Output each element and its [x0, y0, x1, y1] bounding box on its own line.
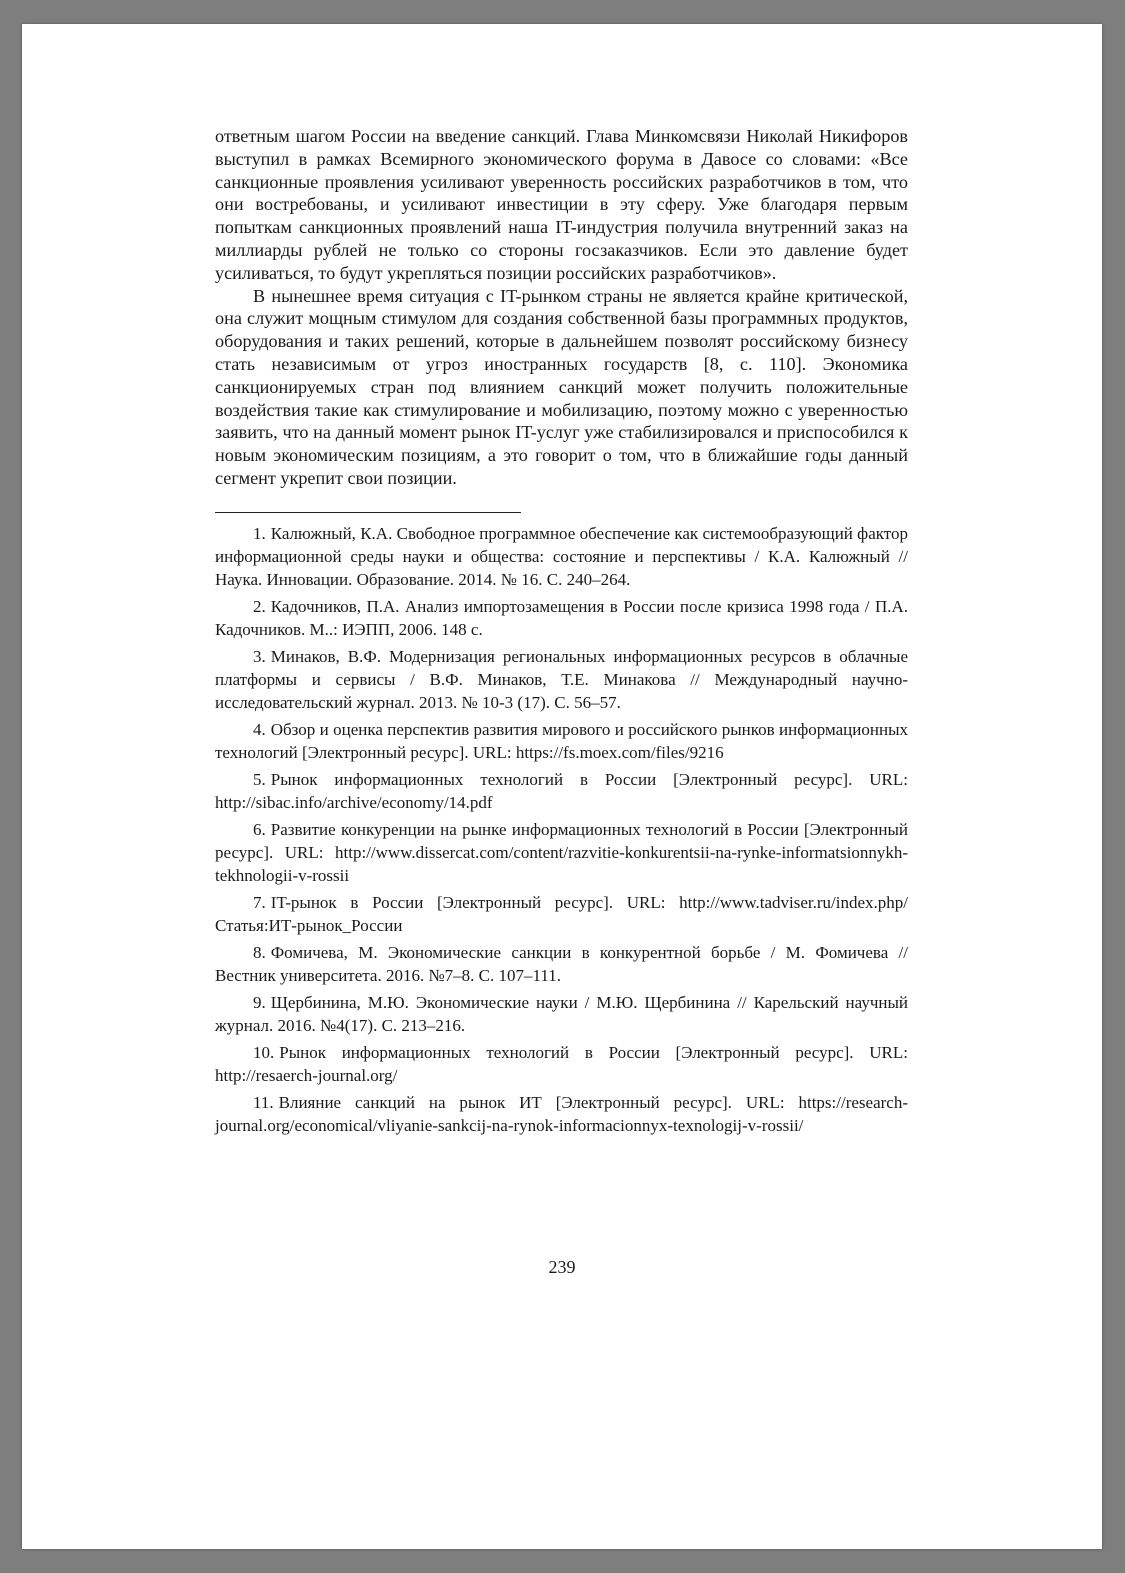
paragraph: ответным шагом России на введение санкций. Глава Минкомсвязи Николай Никифоров выступил в рамках Всемирного экономического форума в Давосе со словами: «Все санкционные проявления усиливают уверенность российских разработчиков в том, что они востребованы, и усиливают инвестиции в эту сферу. Уже благодаря первым попыткам санкционных проявлений наша IT-индустрия получила внутренний заказ на миллиарды рублей не только со стороны госзаказчиков. Если это давление будет усиливаться, то будут укрепляться позиции российских разработчиков». — [215, 126, 908, 283]
reference-item — [215, 522, 908, 591]
reference-item — [215, 645, 908, 714]
reference-item — [215, 991, 908, 1037]
reference-text: Влияние санкций на рынок ИТ [Электронный ресурс]. URL: https://research-journal.org/economical/vliyanie-sankcij-na-rynok-informacionnyx-texnologij-v-rossii/ — [215, 1092, 908, 1135]
reference-text: Обзор и оценка перспектив развития мирового и российского рынков информационных технологий [Электронный ресурс]. URL: https://fs.moex.com/files/9216 — [215, 719, 908, 762]
reference-number: 2. — [253, 596, 266, 616]
reference-number: 4. — [253, 719, 266, 739]
footnote-separator — [215, 512, 521, 513]
reference-number: 3. — [253, 646, 266, 666]
reference-item — [215, 595, 908, 641]
document-page — [22, 24, 1102, 1549]
body-text — [215, 125, 908, 490]
reference-number: 8. — [253, 942, 266, 962]
page-content — [215, 125, 908, 1141]
reference-number: 9. — [253, 992, 266, 1012]
reference-item — [215, 768, 908, 814]
reference-item — [215, 818, 908, 887]
reference-number: 5. — [253, 769, 266, 789]
reference-item — [215, 1091, 908, 1137]
reference-number: 7. — [253, 892, 266, 912]
reference-list — [215, 522, 908, 1137]
reference-number: 10. — [253, 1042, 275, 1062]
reference-text: Кадочников, П.А. Анализ импортозамещения в России после кризиса 1998 года / П.А. Кадочников. М..: ИЭПП, 2006. 148 с. — [215, 596, 908, 639]
reference-text: Фомичева, М. Экономические санкции в конкурентной борьбе / М. Фомичева // Вестник университета. 2016. №7–8. С. 107–111. — [215, 942, 908, 985]
reference-text: Минаков, В.Ф. Модернизация региональных информационных ресурсов в облачные платформы и сервисы / В.Ф. Минаков, Т.Е. Минакова // Международный научно-исследовательский журнал. 2013. № 10-3 (17). С. 56–57. — [215, 646, 908, 712]
reference-text: Калюжный, К.А. Свободное программное обеспечение как системообразующий фактор информационной среды науки и общества: состояние и перспективы / К.А. Калюжный // Наука. Инновации. Образование. 2014. № 16. С. 240–264. — [215, 523, 908, 589]
reference-text: IT-рынок в России [Электронный ресурс]. URL: http://www.tadviser.ru/index.php/Статья:ИТ-рынок_России — [215, 892, 908, 935]
reference-item — [215, 891, 908, 937]
reference-item — [215, 718, 908, 764]
reference-text: Рынок информационных технологий в России [Электронный ресурс]. URL: http://resaerch-journal.org/ — [215, 1042, 908, 1085]
reference-number: 11. — [253, 1092, 274, 1112]
reference-item — [215, 941, 908, 987]
reference-text: Щербинина, М.Ю. Экономические науки / М.Ю. Щербинина // Карельский научный журнал. 2016. №4(17). С. 213–216. — [215, 992, 908, 1035]
reference-text: Рынок информационных технологий в России [Электронный ресурс]. URL: http://sibac.info/archive/economy/14.pdf — [215, 769, 908, 812]
reference-text: Развитие конкуренции на рынке информационных технологий в России [Электронный ресурс]. URL: http://www.dissercat.com/content/razvitie-konkurentsii-na-rynke-informatsionnykh-tekhnologii-v-rossii — [215, 819, 908, 885]
paragraph: В нынешнее время ситуация с IT-рынком страны не является крайне критической, она служит мощным стимулом для создания собственной базы программных продуктов, оборудования и таких решений, которые в дальнейшем позволят российскому бизнесу стать независимым от угроз иностранных государств [8, с. 110]. Экономика санкционируемых стран под влиянием санкций может получить положительные воздействия такие как стимулирование и мобилизацию, поэтому можно с уверенностью заявить, что на данный момент рынок IT-услуг уже стабилизировался и приспособился к новым экономическим позициям, а это говорит о том, что в ближайшие годы данный сегмент укрепит свои позиции. — [215, 285, 908, 488]
reference-number: 6. — [253, 819, 266, 839]
reference-item — [215, 1041, 908, 1087]
reference-number: 1. — [253, 523, 266, 543]
page-number: 239 — [548, 1257, 576, 1277]
